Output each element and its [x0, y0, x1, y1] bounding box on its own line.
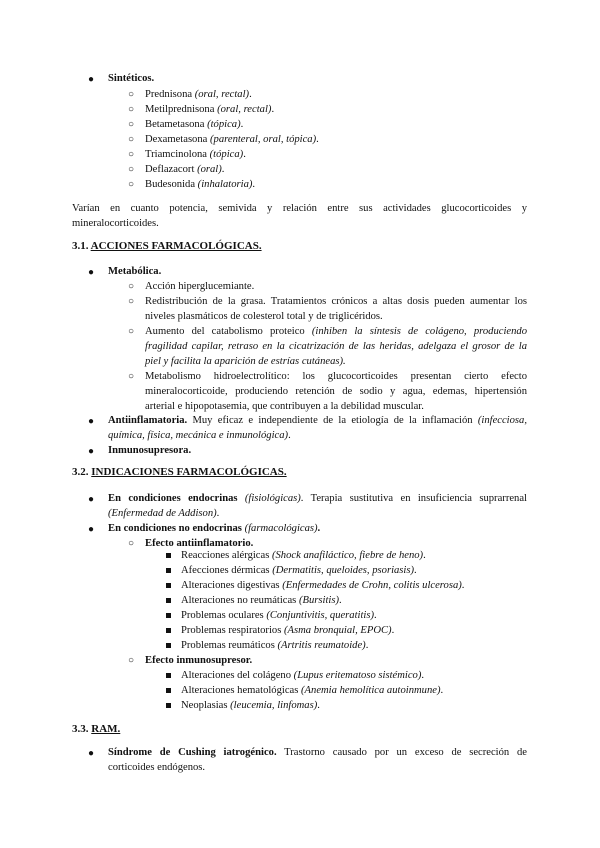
- section-heading-3-1: 3.1. ACCIONES FARMACOLÓGICAS.: [72, 240, 262, 252]
- list-item: Metabolismo hidroelectrolítico: los glucocorticoides presentan cierto efecto: [145, 371, 527, 382]
- list-item-cont: arterial e hipopotasemia, que contribuyen a la debilidad muscular.: [145, 401, 424, 412]
- bullet-circle: ○: [128, 119, 135, 130]
- no-endocrinas-item: En condiciones no endocrinas (farmacológicas).: [108, 523, 321, 534]
- list-item: Alteraciones del colágeno (Lupus eritematoso sistémico).: [181, 670, 425, 681]
- bullet-square: [166, 583, 171, 588]
- list-item: Alteraciones no reumáticas (Bursitis).: [181, 595, 342, 606]
- list-item-cont: piel y facilita la aparición de estrías cutáneas).: [145, 356, 346, 367]
- list-item: Metilprednisona (oral, rectal).: [145, 104, 275, 115]
- antiinflamatorio-label: Efecto antiinflamatorio.: [145, 538, 254, 549]
- bullet-dot: ●: [88, 446, 95, 457]
- cushing-item: Síndrome de Cushing iatrogénico. Trastorno causado por un exceso de secreción de: [108, 747, 527, 758]
- bullet-square: [166, 673, 171, 678]
- inmunosupresor-label: Efecto inmunosupresor.: [145, 655, 253, 666]
- bullet-circle: ○: [128, 104, 135, 115]
- list-item: Acción hiperglucemiante.: [145, 281, 255, 292]
- bullet-circle: ○: [128, 281, 135, 292]
- bullet-square: [166, 703, 171, 708]
- bullet-square: [166, 643, 171, 648]
- list-item: Prednisona (oral, rectal).: [145, 89, 252, 100]
- bullet-square: [166, 613, 171, 618]
- list-item: Problemas reumáticos (Artritis reumatoide).: [181, 640, 369, 651]
- bullet-circle: ○: [128, 134, 135, 145]
- list-item: Alteraciones hematológicas (Anemia hemolítica autoinmune).: [181, 685, 444, 696]
- bullet-circle: ○: [128, 655, 135, 666]
- bullet-circle: ○: [128, 296, 135, 307]
- list-item: Dexametasona (parenteral, oral, tópica).: [145, 134, 319, 145]
- bullet-circle: ○: [128, 179, 135, 190]
- bullet-square: [166, 553, 171, 558]
- antiinflamatoria-cont: química, física, mecánica e inmunológica).: [108, 430, 291, 441]
- bullet-square: [166, 598, 171, 603]
- list-item: Triamcinolona (tópica).: [145, 149, 246, 160]
- list-item: Alteraciones digestivas (Enfermedades de Crohn, colitis ulcerosa).: [181, 580, 465, 591]
- list-item-cont: fragilidad capilar, retraso en la cicatrización de las heridas, adelgaza el grosor de la: [145, 341, 527, 352]
- bullet-square: [166, 688, 171, 693]
- cushing-cont: corticoides endógenos.: [108, 762, 206, 773]
- section-heading-3-2: 3.2. INDICACIONES FARMACOLÓGICAS.: [72, 466, 287, 478]
- endocrinas-item: En condiciones endocrinas (fisiológicas). Terapia sustitutiva en insuficiencia suprarrenal: [108, 493, 527, 504]
- bullet-circle: ○: [128, 326, 135, 337]
- sinteticos-heading: Sintéticos.: [108, 73, 155, 84]
- intro-line-1: Varían en cuanto potencia, semivida y relación entre sus actividades glucocorticoides y: [72, 203, 527, 214]
- bullet-circle: ○: [128, 538, 135, 549]
- bullet-dot: ●: [88, 524, 95, 535]
- list-item: Afecciones dérmicas (Dermatitis, queloides, psoriasis).: [181, 565, 417, 576]
- metabolica-label: Metabólica.: [108, 266, 162, 277]
- endocrinas-cont: (Enfermedad de Addison).: [108, 508, 220, 519]
- bullet-dot: ●: [88, 494, 95, 505]
- list-item: Problemas respiratorios (Asma bronquial, EPOC).: [181, 625, 395, 636]
- bullet-circle: ○: [128, 89, 135, 100]
- list-item-cont: mineralocorticoide, produciendo retención de sodio y agua, edemas, hipertensión: [145, 386, 527, 397]
- bullet-circle: ○: [128, 149, 135, 160]
- bullet-square: [166, 568, 171, 573]
- bullet-dot: ●: [88, 748, 95, 759]
- list-item: Betametasona (tópica).: [145, 119, 244, 130]
- bullet-dot: ●: [88, 267, 95, 278]
- section-heading-3-3: 3.3. RAM.: [72, 723, 121, 735]
- inmunosupresora-label: Inmunosupresora.: [108, 445, 192, 456]
- bullet-dot: ●: [88, 74, 95, 85]
- list-item: Deflazacort (oral).: [145, 164, 225, 175]
- list-item: Reacciones alérgicas (Shock anafiláctico, fiebre de heno).: [181, 550, 426, 561]
- bullet-dot: ●: [88, 416, 95, 427]
- bullet-square: [166, 628, 171, 633]
- intro-line-2: mineralocorticoides.: [72, 218, 159, 229]
- list-item: Problemas oculares (Conjuntivitis, queratitis).: [181, 610, 377, 621]
- list-item: Aumento del catabolismo proteico (inhiben la síntesis de colágeno, produciendo: [145, 326, 527, 337]
- antiinflamatoria-item: Antiinflamatoria. Muy eficaz e independiente de la etiología de la inflamación (infecciosa,: [108, 415, 527, 426]
- list-item: Budesonida (inhalatoria).: [145, 179, 256, 190]
- list-item: Redistribución de la grasa. Tratamientos crónicos a altas dosis pueden aumentar los: [145, 296, 527, 307]
- list-item: Neoplasias (leucemia, linfomas).: [181, 700, 320, 711]
- bullet-circle: ○: [128, 164, 135, 175]
- bullet-circle: ○: [128, 371, 135, 382]
- list-item-cont: niveles plasmáticos de colesterol total y de triglicéridos.: [145, 311, 383, 322]
